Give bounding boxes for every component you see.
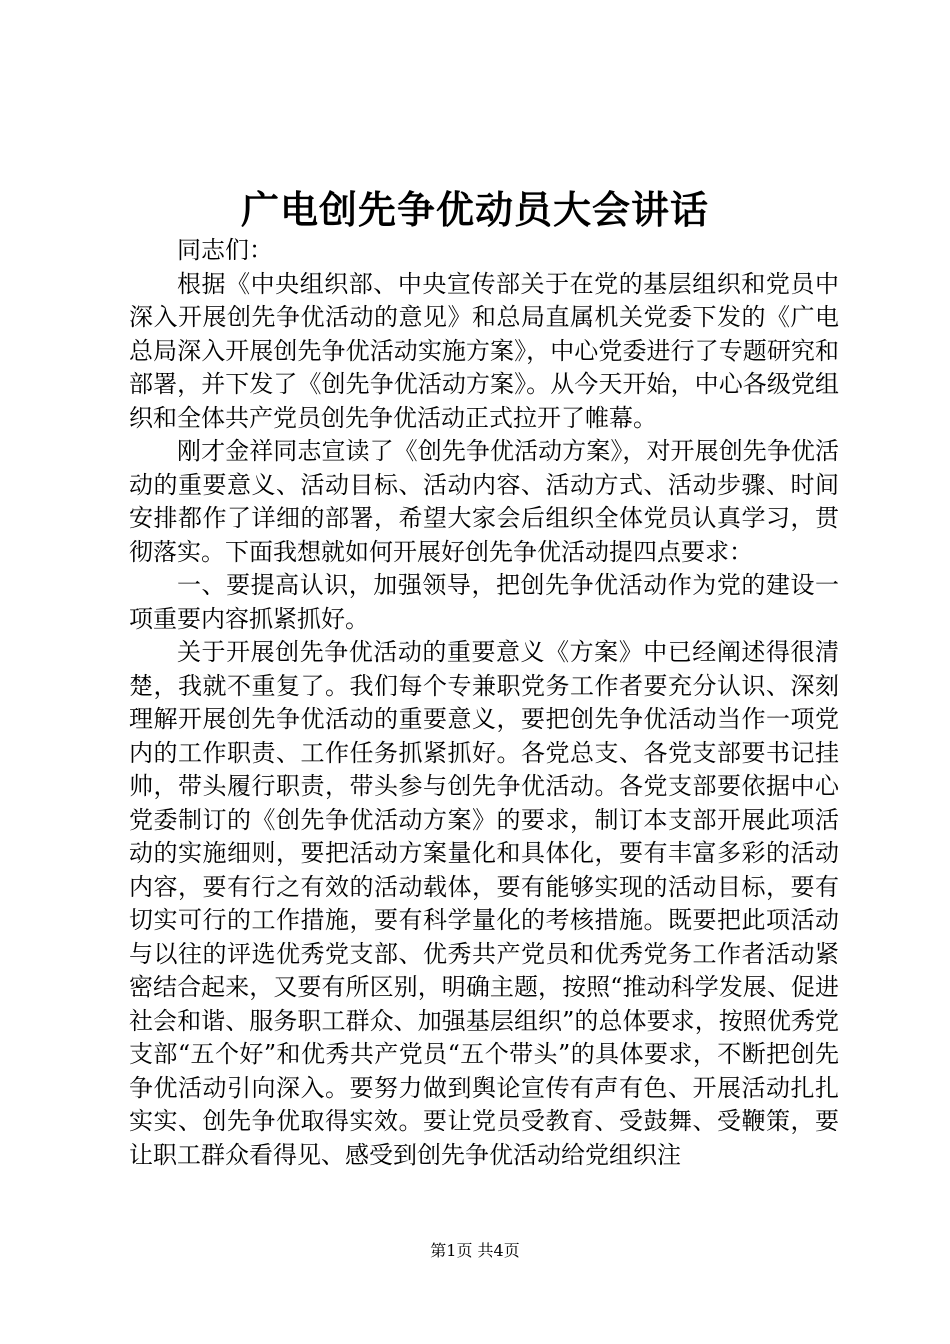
document-body <box>129 234 839 1172</box>
body-paragraph: 刚才金祥同志宣读了《创先争优活动方案》，对开展创先争优活动的重要意义、活动目标、活动内容、活动方式、活动步骤、时间安排都作了详细的部署，希望大家会后组织全体党员认真学习，贯彻落实。下面我想就如何开展好创先争优活动提四点要求： <box>129 437 839 566</box>
document-title: 广电创先争优动员大会讲话 <box>240 187 709 232</box>
body-paragraph: 根据《中央组织部、中央宣传部关于在党的基层组织和党员中深入开展创先争优活动的意见》和总局直属机关党委下发的《广电总局深入开展创先争优活动实施方案》，中心党委进行了专题研究和部署，并下发了《创先争优活动方案》。从今天开始，中心各级党组织和全体共产党员创先争优活动正式拉开了帷幕。 <box>129 269 839 432</box>
section-heading-paragraph: 一、要提高认识，加强领导，把创先争优活动作为党的建设一项重要内容抓紧抓好。 <box>129 571 839 633</box>
salutation-paragraph: 同志们： <box>177 236 273 264</box>
page-number-footer: 第1页 共4页 <box>430 1241 520 1260</box>
body-paragraph: 关于开展创先争优活动的重要意义《方案》中已经阐述得很清楚，我就不重复了。我们每个专兼职党务工作者要充分认识、深刻理解开展创先争优活动的重要意义，要把创先争优活动当作一项党内的工作职责、工作任务抓紧抓好。各党总支、各党支部要书记挂帅，带头履行职责，带头参与创先争优活动。各党支部要依据中心党委制订的《创先争优活动方案》的要求，制订本支部开展此项活动的实施细则，要把活动方案量化和具体化，要有丰富多彩的活动内容，要有行之有效的活动载体，要有能够实现的活动目标，要有切实可行的工作措施，要有科学量化的考核措施。既要把此项活动与以往的评选优秀党支部、优秀共产党员和优秀党务工作者活动紧密结合起来，又要有所区别，明确主题，按照“推动科学发展、促进社会和谐、服务职工群众、加强基层组织”的总体要求，按照优秀党支部“五个好”和优秀共产党员“五个带头”的具体要求，不断把创先争优活动引向深入。要努力做到舆论宣传有声有色、开展活动扎扎实实、创先争优取得实效。要让党员受教育、受鼓舞、受鞭策，要让职工群众看得见、感受到创先争优活动给党组织注 <box>129 638 839 1169</box>
